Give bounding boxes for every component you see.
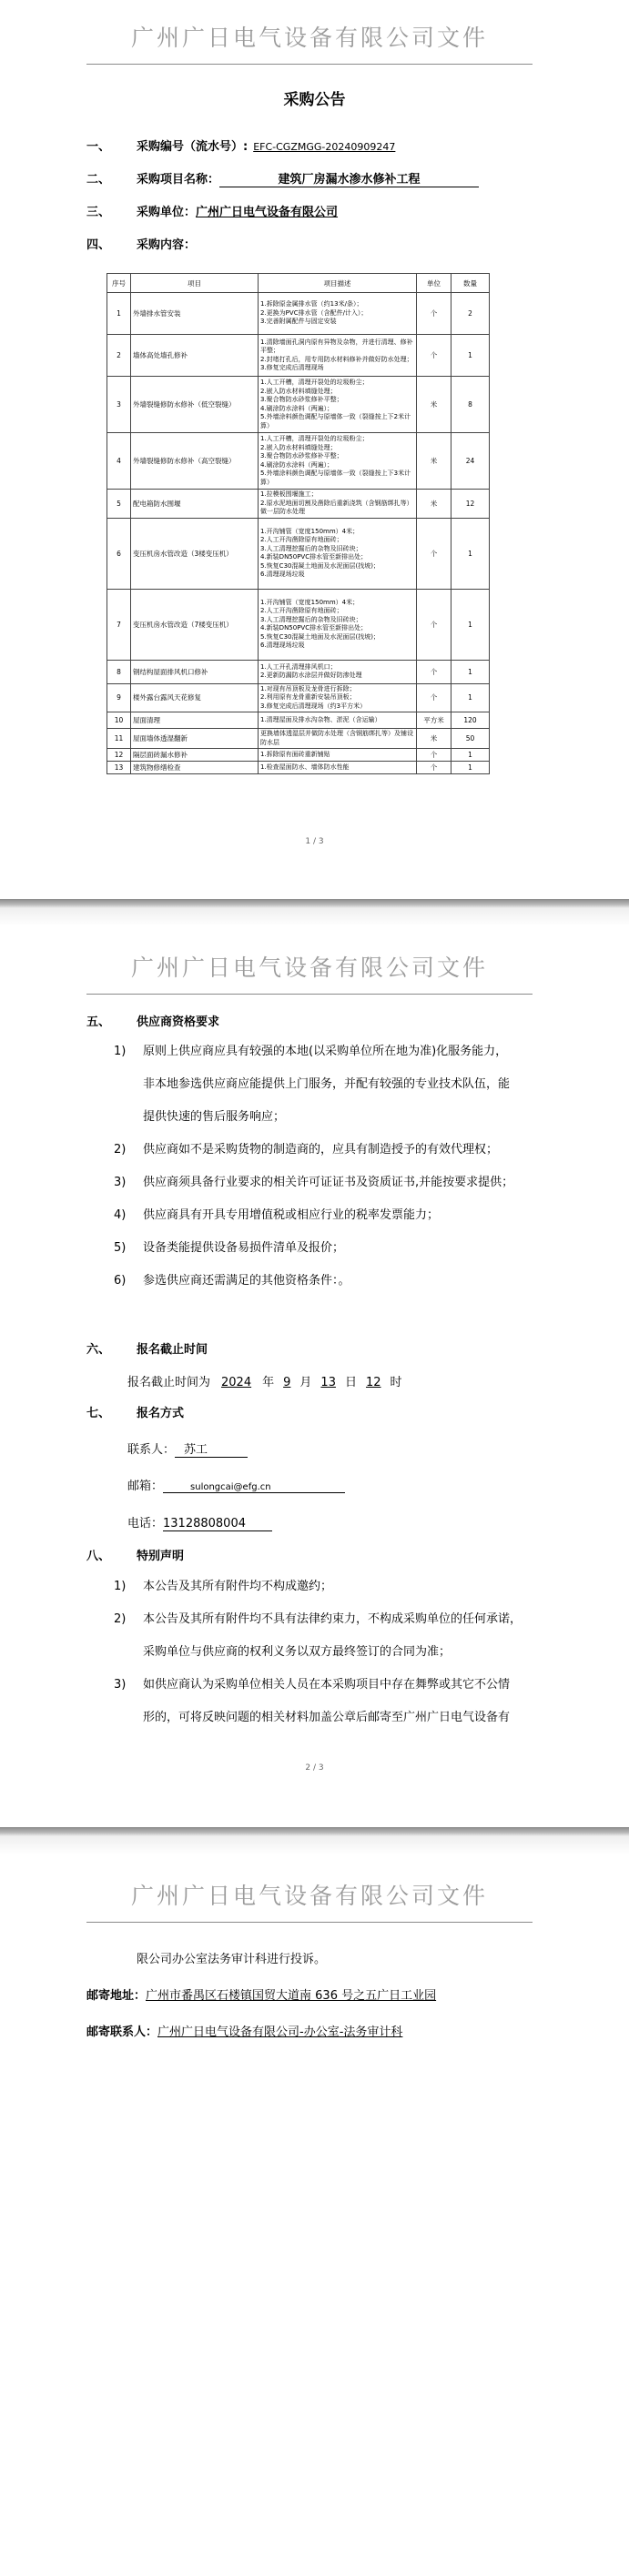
row-quantity: 8	[451, 377, 490, 433]
row-number: 3	[107, 377, 131, 433]
header-divider	[86, 1922, 533, 1923]
row-description: 1.检查屋面防水、墙体防水性能	[259, 762, 417, 774]
mail-address-line: 邮寄地址：广州市番禺区石楼镇国贸大道南 636 号之五广日工业园	[86, 1989, 437, 2003]
document-header: 广州广日电气设备有限公司文件	[130, 955, 488, 981]
page-title: 采购公告	[283, 91, 346, 109]
row-description: 1.人工开槽，清理开裂处的垃圾粉尘； 2.嵌入防水材料填缝处理； 3.聚合物防水砂浆修补平整； 4.刷涂防水涂料（两遍）； 5.外墙涂料颜色调配与原墙体一致（裂缝按上下2米计算）	[259, 377, 417, 433]
list-item-text: 供应商具有开具专用增值税或相应行业的税率发票能力；	[143, 1208, 440, 1222]
row-description: 更换墙体透湿层并做防水处理（含钢筋绑扎等）及铺设防水层	[259, 729, 417, 749]
list-item-text: 采购单位与供应商的权利义务以双方最终签订的合同为准；	[143, 1645, 451, 1659]
deadline-hour: 12	[365, 1376, 381, 1389]
col-header: 项目	[131, 274, 259, 293]
email-line: 邮箱： sulongcai@efg.cn	[127, 1476, 345, 1493]
mail-recipient: 广州广日电气设备有限公司-办公室-法务审计科	[157, 2025, 403, 2039]
section-deadline: 六、 报名截止时间	[86, 1343, 208, 1357]
list-item-text: 参选供应商还需满足的其他资格条件：。	[143, 1274, 350, 1288]
phone-number: 13128808004	[163, 1517, 272, 1531]
list-item-text: 提供快速的售后服务响应；	[143, 1110, 286, 1124]
row-quantity: 120	[451, 712, 490, 729]
col-header: 序号	[107, 274, 131, 293]
list-item-number: 1)	[114, 1045, 127, 1058]
row-number: 4	[107, 433, 131, 490]
row-item: 配电箱防水围堰	[131, 490, 259, 519]
row-quantity: 1	[451, 749, 490, 762]
list-item-text: 供应商如不是采购货物的制造商的，应具有制造授予的有效代理权；	[143, 1143, 499, 1157]
row-item: 变压机房水管改造（7楼变压机）	[131, 589, 259, 660]
section-qualifications: 五、 供应商资格要求	[86, 1015, 220, 1029]
table-row	[107, 749, 490, 762]
list-item-text: 本公告及其所有附件均不构成邀约；	[143, 1580, 333, 1593]
deadline-text: 报名截止时间为 2024 年 9 月 13 日 12 时	[127, 1376, 402, 1389]
row-description: 1.清理屋面及排水沟杂物、淤泥（含运输）	[259, 712, 417, 729]
email-address[interactable]: sulongcai@efg.cn	[163, 1482, 345, 1493]
row-quantity: 1	[451, 762, 490, 774]
header-divider	[86, 994, 533, 995]
row-unit: 平方米	[417, 712, 451, 729]
row-number: 12	[107, 749, 131, 762]
purchaser-name: 广州广日电气设备有限公司	[196, 206, 339, 219]
section-project-name: 二、 采购项目名称： 建筑厂房漏水渗水修补工程	[86, 169, 479, 187]
row-description: 1.对现有吊顶板及龙骨进行拆除； 2.利用原有龙骨重新安装吊顶板； 3.修复完成后清理现场（约3平方米）	[259, 683, 417, 712]
row-unit: 米	[417, 377, 451, 433]
row-item: 建筑物修缮检查	[131, 762, 259, 774]
row-item: 屋面墙体透湿翻新	[131, 729, 259, 749]
row-unit: 个	[417, 660, 451, 683]
list-item-number: 5)	[114, 1241, 127, 1255]
list-item-number: 2)	[114, 1612, 127, 1626]
row-unit: 个	[417, 749, 451, 762]
row-description: 1.开沟铺管（宽度150mm）4米； 2.人工开沟凿除原有地面砖； 3.人工清理挖掘后的杂物及旧砖块； 4.新装DN50PVC排水管至新排出处； 5.恢复C30混凝土地面及水泥面层(找坡)； 6.清理现场垃圾	[259, 589, 417, 660]
list-item-text: 设备类能提供设备易损件清单及报价；	[143, 1241, 345, 1255]
row-unit: 个	[417, 762, 451, 774]
list-item-text: 原则上供应商应具有较强的本地(以采购单位所在地为准)化服务能力，	[143, 1045, 508, 1058]
row-quantity: 24	[451, 433, 490, 490]
row-item: 外墙裂缝修防水修补（高空裂缝）	[131, 433, 259, 490]
list-item-number: 3)	[114, 1678, 127, 1692]
table-row	[107, 729, 490, 749]
section-declaration: 八、 特别声明	[86, 1550, 185, 1563]
procurement-number: EFC-CGZMGG-20240909247	[253, 141, 396, 153]
row-unit: 个	[417, 683, 451, 712]
page-number: 1 / 3	[305, 837, 324, 846]
row-item: 变压机房水管改造（3楼变压机）	[131, 518, 259, 589]
row-item: 隔层面砖漏水修补	[131, 749, 259, 762]
row-number: 10	[107, 712, 131, 729]
col-header: 数量	[451, 274, 490, 293]
row-number: 5	[107, 490, 131, 519]
table-row	[107, 518, 490, 589]
deadline-month: 9	[283, 1376, 291, 1389]
row-unit: 个	[417, 335, 451, 377]
project-name: 建筑厂房漏水渗水修补工程	[219, 169, 479, 187]
row-item: 钢结构屋面排风机口修补	[131, 660, 259, 683]
row-item: 楼外露台露风天花修复	[131, 683, 259, 712]
table-row	[107, 660, 490, 683]
row-number: 6	[107, 518, 131, 589]
row-unit: 个	[417, 293, 451, 335]
row-description: 1.开沟铺管（宽度150mm）4米； 2.人工开沟凿除原有地面砖； 3.人工清理挖掘后的杂物及旧砖块； 4.新装DN50PVC排水管至新排出处； 5.恢复C30混凝土地面及水泥面层(找坡)； 6.清理现场垃圾	[259, 518, 417, 589]
row-unit: 米	[417, 433, 451, 490]
list-item-text: 如供应商认为采购单位相关人员在本采购项目中存在舞弊或其它不公情	[143, 1678, 511, 1692]
row-quantity: 50	[451, 729, 490, 749]
procurement-table	[107, 273, 490, 774]
row-description: 1.清除墙面孔洞内原有异物及杂物，并进行清理、修补平整； 2.封堵打孔后，用专用防水材料修补并做好防水处理； 3.修复完成后清理现场	[259, 335, 417, 377]
list-item-number: 1)	[114, 1580, 127, 1593]
row-unit: 米	[417, 729, 451, 749]
deadline-year: 2024	[221, 1376, 252, 1389]
row-item: 墙体高处墙孔修补	[131, 335, 259, 377]
page-separator	[0, 899, 629, 930]
table-row	[107, 683, 490, 712]
table-row	[107, 335, 490, 377]
table-row	[107, 712, 490, 729]
header-divider	[86, 64, 533, 65]
phone-line: 电话：13128808004	[127, 1513, 272, 1531]
list-item-number: 4)	[114, 1208, 127, 1222]
row-description: 1.人工开槽，清理开裂处的垃圾粉尘； 2.嵌入防水材料填缝处理； 3.聚合物防水砂浆修补平整； 4.刷涂防水涂料（两遍）； 5.外墙涂料颜色调配与原墙体一致（裂缝按上下3米计算）	[259, 433, 417, 490]
table-row	[107, 589, 490, 660]
row-quantity: 1	[451, 683, 490, 712]
document-header: 广州广日电气设备有限公司文件	[130, 25, 488, 51]
row-number: 9	[107, 683, 131, 712]
contact-name: 苏工	[175, 1440, 248, 1458]
list-item-text: 形的，可将反映问题的相关材料加盖公章后邮寄至广州广日电气设备有	[143, 1711, 511, 1724]
row-unit: 个	[417, 589, 451, 660]
table-row	[107, 433, 490, 490]
section-purchaser: 三、 采购单位： 广州广日电气设备有限公司	[86, 202, 338, 219]
table-row	[107, 377, 490, 433]
row-number: 8	[107, 660, 131, 683]
page-separator	[0, 1827, 629, 1858]
row-quantity: 12	[451, 490, 490, 519]
table-row	[107, 490, 490, 519]
row-quantity: 1	[451, 335, 490, 377]
list-item-text: 非本地参选供应商应能提供上门服务，并配有较强的专业技术队伍，能	[143, 1077, 511, 1091]
list-item-number: 2)	[114, 1143, 127, 1157]
mail-address: 广州市番禺区石楼镇国贸大道南 636 号之五广日工业园	[146, 1989, 437, 2003]
section-procurement-number: 一、 采购编号（流水号）: EFC-CGZMGG-20240909247	[86, 140, 396, 154]
row-unit: 米	[417, 490, 451, 519]
row-unit: 个	[417, 518, 451, 589]
document-header: 广州广日电气设备有限公司文件	[130, 1883, 488, 1909]
row-quantity: 2	[451, 293, 490, 335]
table-row	[107, 293, 490, 335]
section-registration: 七、 报名方式	[86, 1407, 185, 1420]
row-quantity: 1	[451, 589, 490, 660]
complaint-continuation: 限公司办公室法务审计科进行投诉。	[137, 1953, 327, 1966]
page-number: 2 / 3	[305, 1763, 324, 1773]
row-description: 1.人工开孔清理排风机口； 2.更新防漏防水涂层并做好防渗处理	[259, 660, 417, 683]
row-number: 1	[107, 293, 131, 335]
col-header: 项目描述	[259, 274, 417, 293]
deadline-day: 13	[320, 1376, 336, 1389]
row-number: 7	[107, 589, 131, 660]
list-item-text: 供应商须具备行业要求的相关许可证证书及资质证书,并能按要求提供；	[143, 1176, 514, 1189]
row-number: 2	[107, 335, 131, 377]
row-description: 1.拆除原金属排水管（约13米/条）； 2.更换为PVC排水管（含配件/计入）； 3.完善附属配件与固定安装	[259, 293, 417, 335]
col-header: 单位	[417, 274, 451, 293]
list-item-number: 6)	[114, 1274, 127, 1288]
page-2	[0, 930, 629, 1827]
list-item-text: 本公告及其所有附件均不具有法律约束力，不构成采购单位的任何承诺，	[143, 1612, 522, 1626]
row-item: 屋面清理	[131, 712, 259, 729]
row-number: 11	[107, 729, 131, 749]
table-header-row	[107, 274, 490, 293]
section-content: 四、 采购内容：	[86, 238, 197, 252]
row-quantity: 1	[451, 660, 490, 683]
row-quantity: 1	[451, 518, 490, 589]
mail-recipient-line: 邮寄联系人：广州广日电气设备有限公司-办公室-法务审计科	[86, 2025, 403, 2039]
row-description: 1.拆除原有面砖重新铺贴	[259, 749, 417, 762]
page-1	[0, 0, 629, 899]
page-3	[0, 1858, 629, 2576]
table-row	[107, 762, 490, 774]
row-item: 外墙排水管安装	[131, 293, 259, 335]
row-description: 1.拉模板围堰施工； 2.原水泥地面切割及凿除后重新浇筑（含钢筋绑扎等）做一层防水处理	[259, 490, 417, 519]
row-number: 13	[107, 762, 131, 774]
contact-line: 联系人： 苏工	[127, 1440, 248, 1458]
list-item-number: 3)	[114, 1176, 127, 1189]
row-item: 外墙裂缝修防水修补（低空裂缝）	[131, 377, 259, 433]
